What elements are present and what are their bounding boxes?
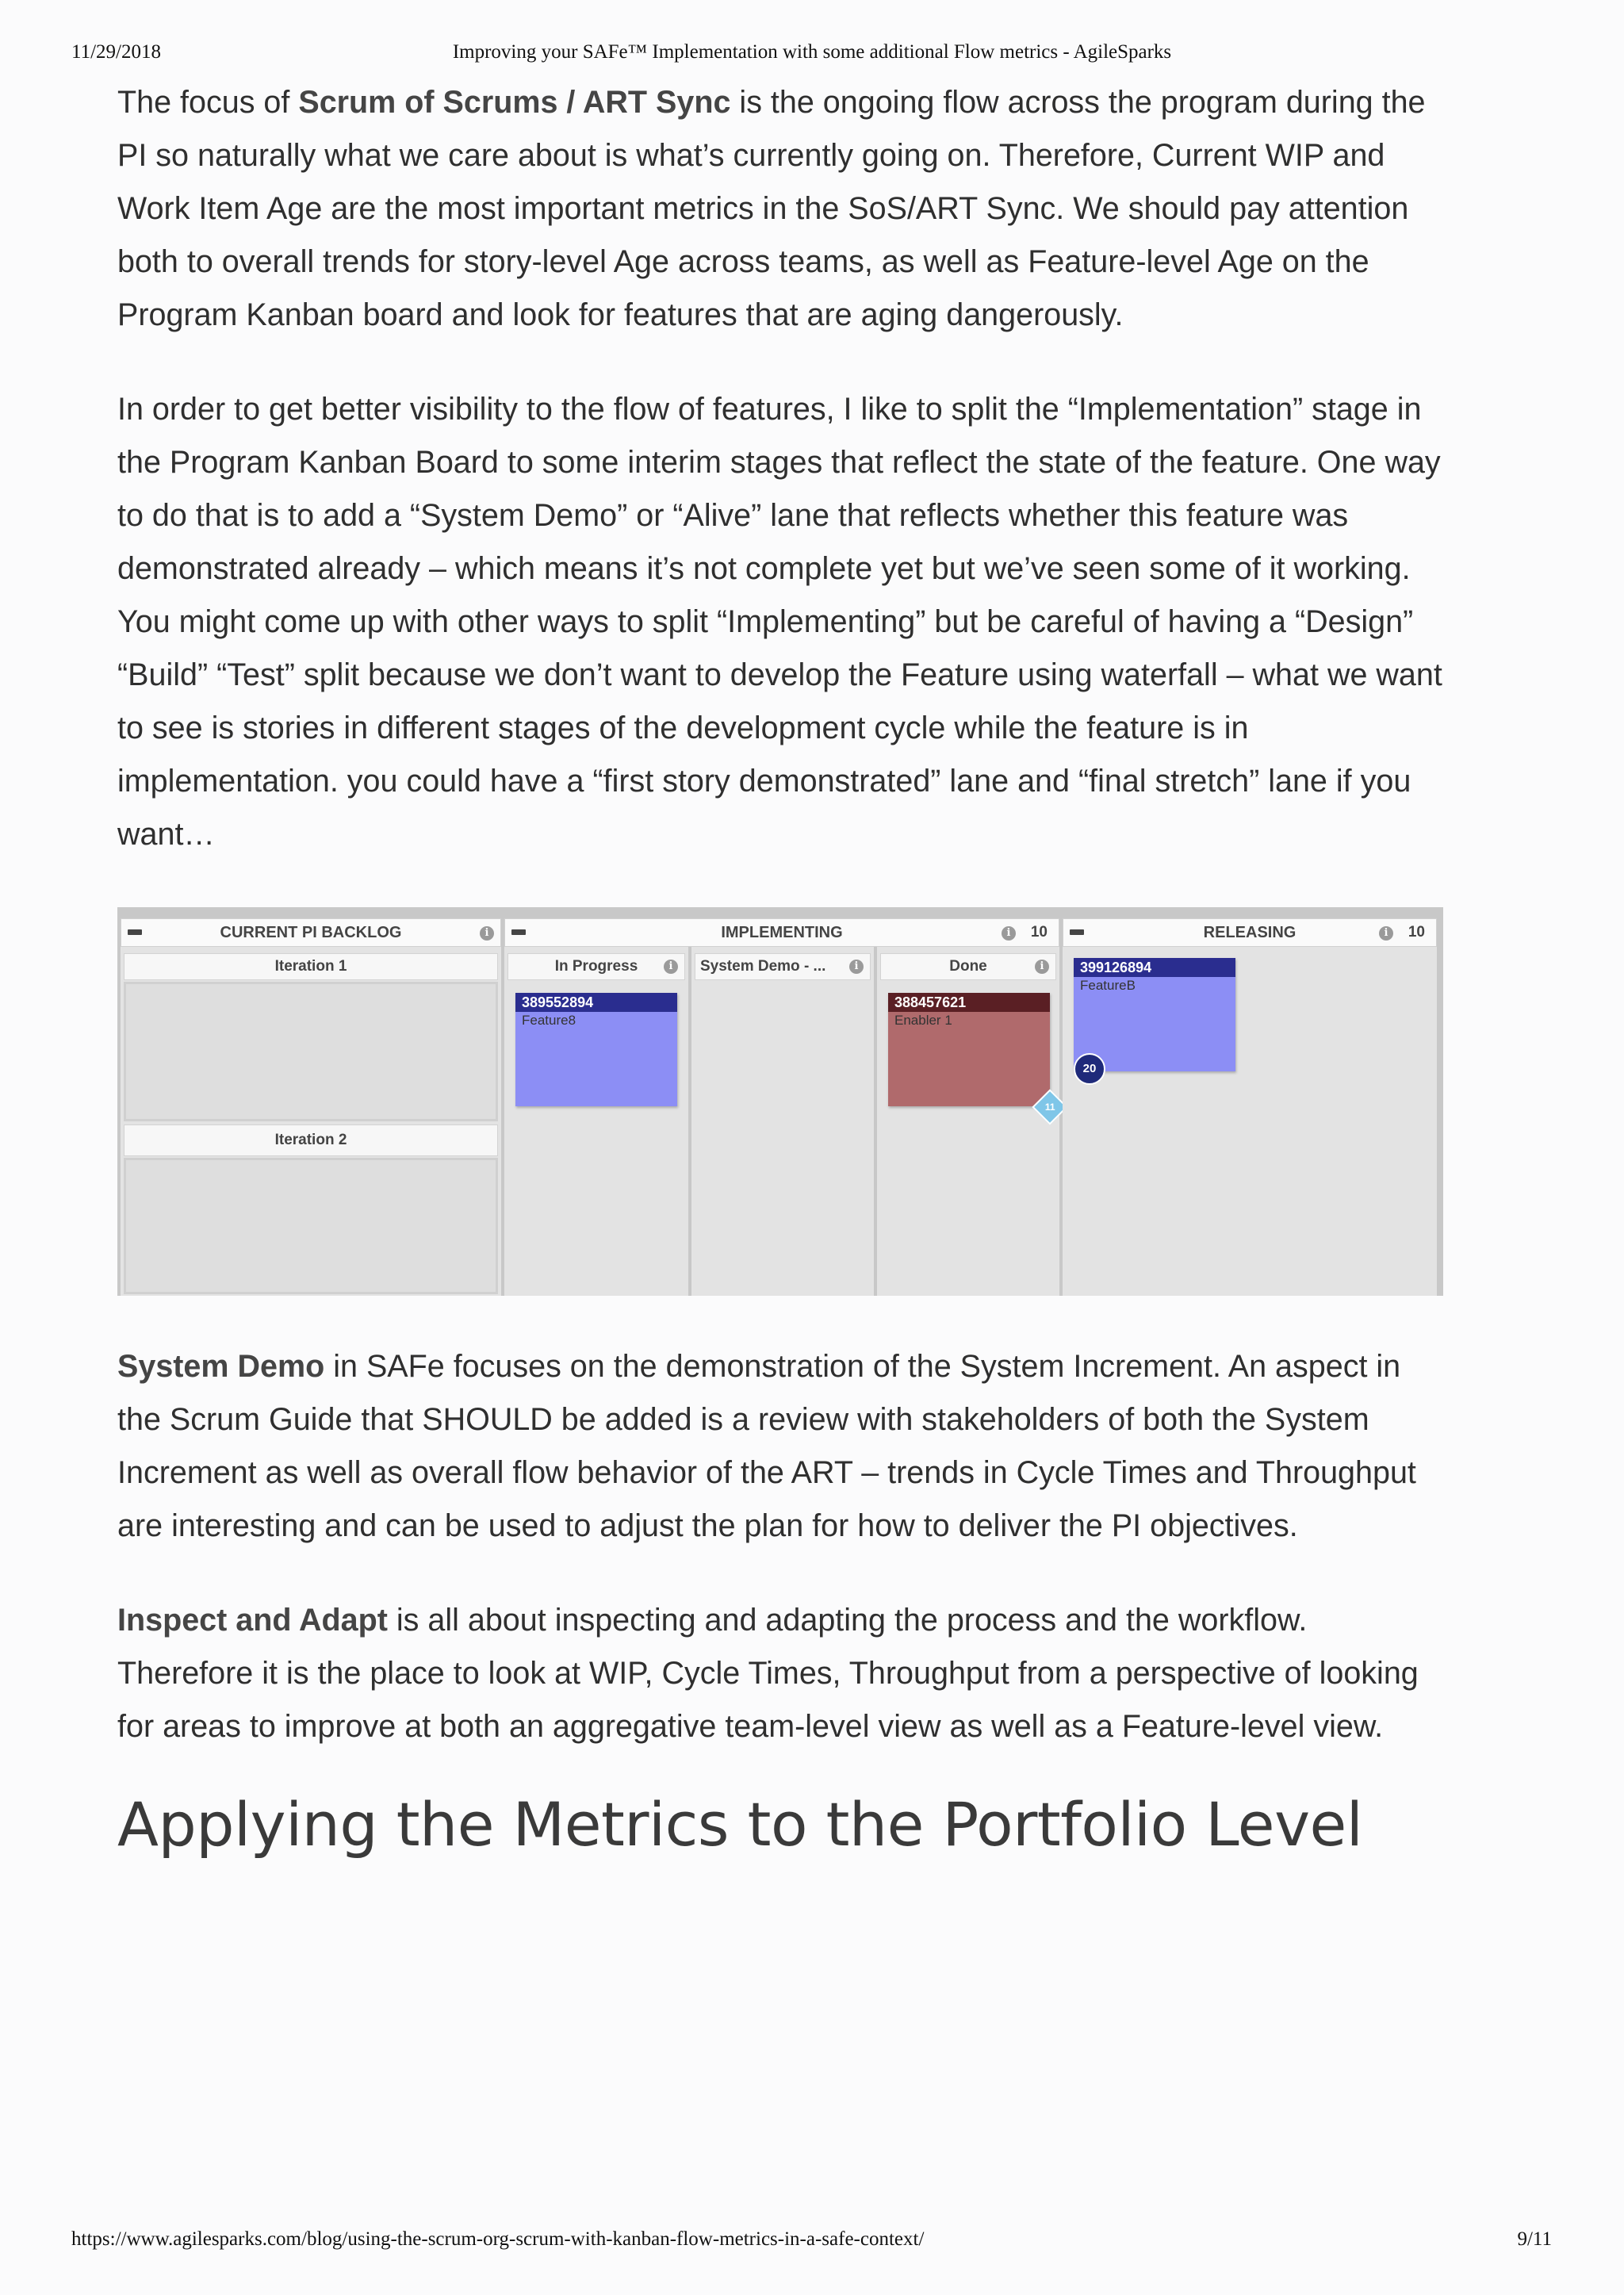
paragraph-scrum-of-scrums <box>117 76 1443 342</box>
info-icon: i <box>1035 960 1049 974</box>
bold-inspect-adapt: Inspect and Adapt <box>117 1603 388 1638</box>
paragraph-implementation-split: In order to get better visibility to the flow of features, I like to split the “Implementation” stage in the Program Kanban Board to some interim stages that reflect the state of the feature. One way to do that is to add a “System Demo” or “Alive” lane that reflects whether this feature was demonstrated already – which means it’s not complete yet but we’ve seen some of it working. You might come up with other ways to split “Implementing” but be careful of having a “Design” “Build” “Test” split because we don’t want to develop the Feature using waterfall – what we want to see is stories in different stages of the development cycle while the feature is in implementation. you could have a “first story demonstrated” lane and “final stretch” lane if you want… <box>117 392 1442 852</box>
info-icon: i <box>849 960 864 974</box>
column-implementing <box>504 918 1059 1296</box>
paragraph-system-demo <box>117 1340 1443 1553</box>
card-name: FeatureB <box>1080 978 1136 993</box>
lane-header-in-progress <box>508 953 685 980</box>
paragraph-text: is all about inspecting and adapting the process and the workflow. Therefore it is the place to look at WIP, Cycle Times, Throughput from a perspective of looking for areas to improve at both an aggregative team-level view as well as a Feature-level view. <box>117 1603 1419 1744</box>
collapse-icon <box>1070 929 1084 935</box>
card-id: 399126894 <box>1074 958 1235 977</box>
section-heading: Applying the Metrics to the Portfolio Level <box>117 1789 1363 1860</box>
column-header-backlog <box>121 918 501 947</box>
card-id: 389552894 <box>515 993 677 1012</box>
print-footer-page: 9/11 <box>1517 2228 1552 2250</box>
badge-count: 20 <box>1074 1053 1105 1085</box>
lane-system-demo <box>691 947 874 1296</box>
card-id: 388457621 <box>888 993 1050 1012</box>
print-header-title: Improving your SAFe™ Implementation with some additional Flow metrics - AgileSparks <box>452 41 1172 63</box>
column-header-implementing <box>504 918 1059 947</box>
column-count-releasing: 10 <box>1408 924 1425 941</box>
paragraph-text: The focus of <box>117 85 299 120</box>
lane-header-system-demo <box>695 953 871 980</box>
lane-done <box>877 947 1059 1296</box>
tag-count: 11 <box>1044 1102 1055 1113</box>
info-icon: i <box>664 960 678 974</box>
kanban-board-image <box>117 907 1443 1296</box>
article-content <box>117 76 1443 1864</box>
column-header-releasing <box>1063 918 1437 947</box>
column-title-backlog: CURRENT PI BACKLOG <box>220 923 402 941</box>
column-current-pi-backlog <box>121 918 501 1296</box>
print-header-date: 11/29/2018 <box>71 41 161 63</box>
column-releasing <box>1063 918 1437 1296</box>
collapse-icon <box>128 929 142 935</box>
info-icon: i <box>480 926 494 941</box>
card-enabler-1[interactable] <box>888 993 1050 1106</box>
card-feature8[interactable] <box>515 993 677 1106</box>
info-icon: i <box>1002 926 1016 941</box>
print-footer-url: https://www.agilesparks.com/blog/using-the-scrum-org-scrum-with-kanban-flow-metrics-in-a-safe-context/ <box>71 2228 925 2250</box>
paragraph-text: is the ongoing flow across the program during the PI so naturally what we care about is what’s currently going on. Therefore, Current WIP and Work Item Age are the most important metrics in the SoS/ART Sync. We should pay attention both to overall trends for story-level Age across teams, as well as Feature-level Age on the Program Kanban board and look for features that are aging dangerously. <box>117 85 1426 332</box>
column-count-implementing: 10 <box>1030 924 1048 941</box>
print-footer <box>0 2228 1624 2257</box>
print-header <box>0 41 1624 70</box>
lane-iteration-2 <box>124 1158 498 1294</box>
card-featureb[interactable] <box>1074 958 1235 1071</box>
lane-header-done <box>880 953 1056 980</box>
collapse-icon <box>511 929 526 935</box>
card-name: Enabler 1 <box>894 1013 952 1028</box>
lane-title-done: Done <box>949 958 987 975</box>
bold-scrum-of-scrums: Scrum of Scrums / ART Sync <box>298 85 731 120</box>
lane-header-iteration-2: Iteration 2 <box>124 1125 498 1156</box>
lane-header-iteration-1: Iteration 1 <box>124 953 498 980</box>
paragraph-inspect-adapt <box>117 1594 1443 1753</box>
info-icon: i <box>1379 926 1393 941</box>
paragraph-text: in SAFe focuses on the demonstration of the System Increment. An aspect in the Scrum Guide that SHOULD be added is a review with stakeholders of both the System Increment as well as overall flow behavior of the ART – trends in Cycle Times and Throughput are interesting and can be used to adjust the plan for how to deliver the PI objectives. <box>117 1349 1416 1543</box>
lane-title-system-demo: System Demo - ... <box>700 958 826 975</box>
lane-in-progress <box>504 947 688 1296</box>
lane-title-in-progress: In Progress <box>554 958 638 975</box>
bold-system-demo: System Demo <box>117 1349 325 1384</box>
column-title-implementing: IMPLEMENTING <box>721 923 843 941</box>
card-name: Feature8 <box>522 1013 576 1028</box>
column-title-releasing: RELEASING <box>1203 923 1297 941</box>
lane-iteration-1 <box>124 982 498 1121</box>
